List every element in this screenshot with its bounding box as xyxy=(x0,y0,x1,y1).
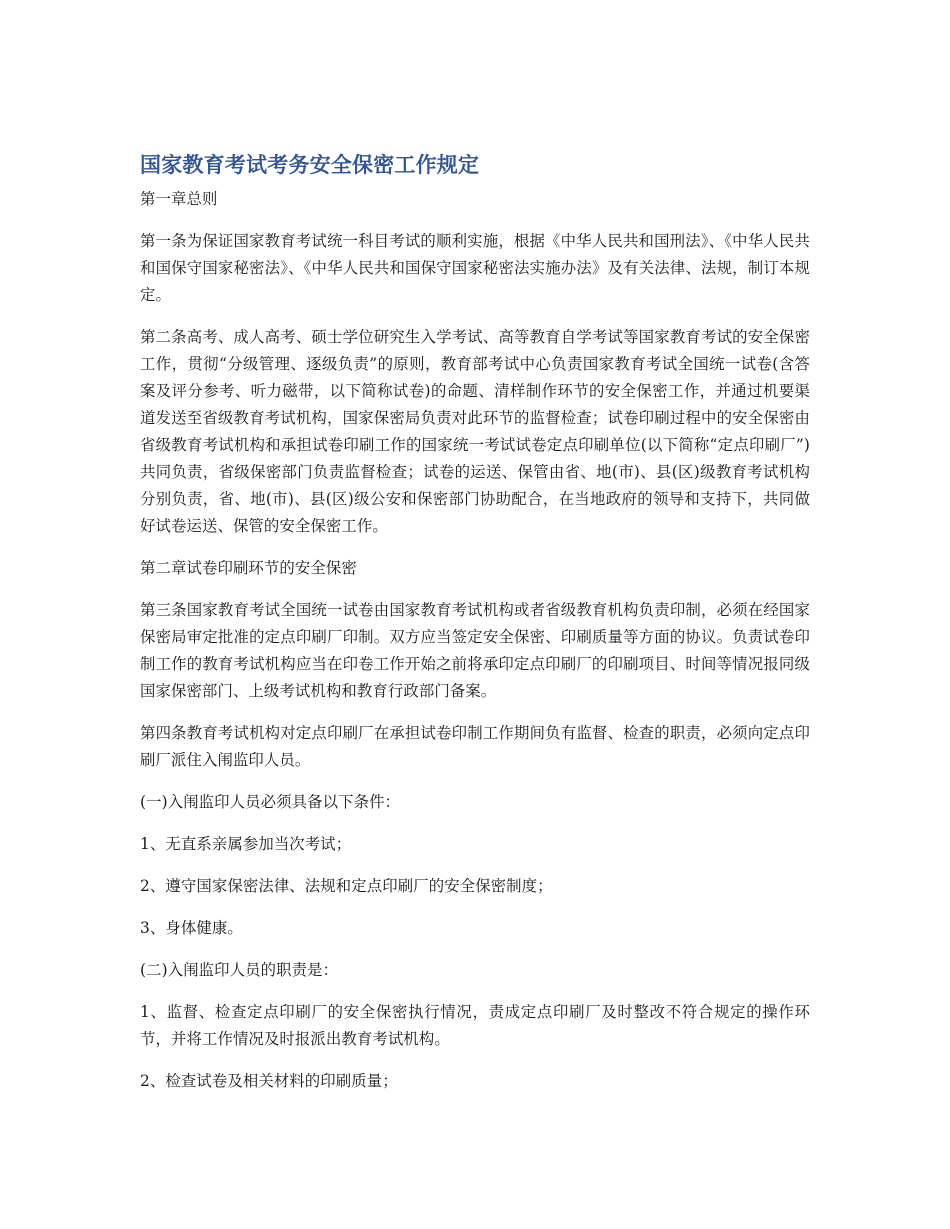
list-item: 1、监督、检查定点印刷厂的安全保密执行情况，责成定点印刷厂及时整改不符合规定的操作环节，并将工作情况及时报派出教育考试机构。 xyxy=(140,1003,810,1048)
list-item: 1、无直系亲属参加当次考试； xyxy=(140,835,352,853)
list-item: 3、身体健康。 xyxy=(140,919,243,937)
article-paragraph: 第四条教育考试机构对定点印刷厂在承担试卷印制工作期间负有监督、检查的职责，必须向定点印刷厂派住入闱监印人员。 xyxy=(140,724,810,769)
list-heading: (一)入闱监印人员必须具备以下条件： xyxy=(140,793,401,811)
list-item: 2、遵守国家保密法律、法规和定点印刷厂的安全保密制度； xyxy=(140,877,553,895)
chapter-heading: 第一章总则 xyxy=(140,190,218,208)
chapter-heading: 第二章试卷印刷环节的安全保密 xyxy=(140,559,357,577)
document-title: 国家教育考试考务安全保密工作规定 xyxy=(140,153,480,177)
article-paragraph: 第二条高考、成人高考、硕士学位研究生入学考试、高等教育自学考试等国家教育考试的安全保密工作，贯彻“分级管理、逐级负责”的原则，教育部考试中心负责国家教育考试全国统一试卷(含答案及评分参考、听力磁带，以下简称试卷)的命题、清样制作环节的安全保密工作，并通过机要渠道发送至省级教育考试机构，国家保密局负责对此环节的监督检查；试卷印刷过程中的安全保密由省级教育考试机构和承担试卷印刷工作的国家统一考试试卷定点印刷单位(以下简称“定点印刷厂”)共同负责，省级保密部门负责监督检查；试卷的运送、保管由省、地(市)、县(区)级教育考试机构分别负责，省、地(市)、县(区)级公安和保密部门协助配合，在当地政府的领导和支持下，共同做好试卷运送、保管的安全保密工作。 xyxy=(140,328,810,535)
list-heading: (二)入闱监印人员的职责是： xyxy=(140,961,339,979)
article-paragraph: 第一条为保证国家教育考试统一科目考试的顺利实施，根据《中华人民共和国刑法》、《中华人民共和国保守国家秘密法》、《中华人民共和国保守国家秘密法实施办法》及有关法律、法规，制订本规定。 xyxy=(140,232,810,304)
list-item: 2、检查试卷及相关材料的印刷质量； xyxy=(140,1072,398,1090)
article-paragraph: 第三条国家教育考试全国统一试卷由国家教育考试机构或者省级教育机构负责印制，必须在经国家保密局审定批准的定点印刷厂印制。双方应当签定安全保密、印刷质量等方面的协议。负责试卷印制工作的教育考试机构应当在印卷工作开始之前将承印定点印刷厂的印刷项目、时间等情况报同级国家保密部门、上级考试机构和教育行政部门备案。 xyxy=(140,601,810,700)
document-page xyxy=(140,150,810,1110)
